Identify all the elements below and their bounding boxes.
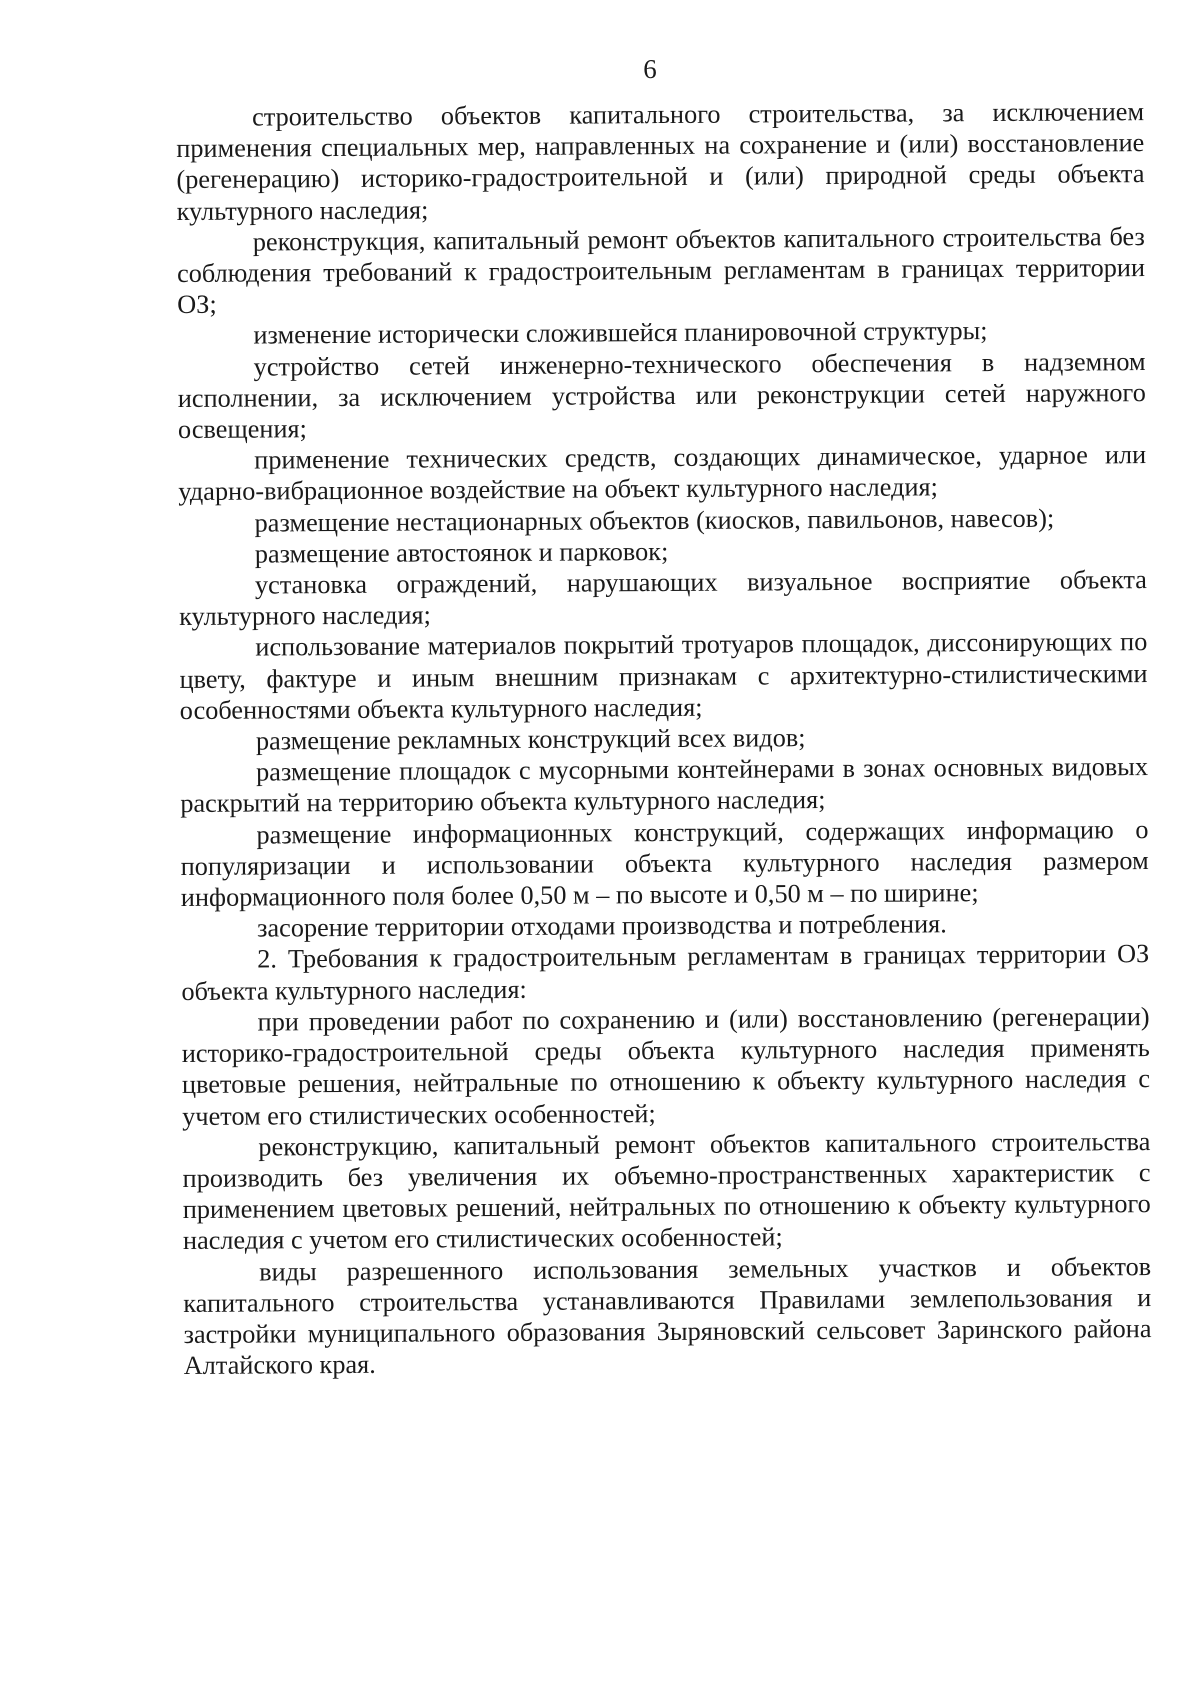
paragraph: размещение информационных конструкций, содержащих информацию о популяризации и использовании объекта культурного наследия размером информационного поля более 0,50 м – по высоте и 0,50 м – по ширине; <box>180 814 1149 913</box>
paragraph: строительство объектов капитального строительства, за исключением применения специальных мер, направленных на сохранение и (или) восстановление (регенерацию) историко-градостроительной и (или) природной среды объекта культурного наследия; <box>176 97 1145 226</box>
paragraph: при проведении работ по сохранению и (или) восстановлению (регенерации) историко-градостроительной среды объекта культурного наследия применять цветовые решения, нейтральные по отношению к объекту культурного наследия с учетом его стилистических особенностей; <box>181 1001 1151 1131</box>
paragraph: размещение автостоянок и парковок; <box>254 536 669 569</box>
document-body <box>176 96 1152 1381</box>
page-number: 6 <box>643 54 657 84</box>
paragraph: засорение территории отходами производства и потребления. <box>256 909 947 943</box>
paragraph: размещение нестационарных объектов (киосков, павильонов, навесов); <box>254 503 1055 538</box>
section-heading-paragraph: 2. Требования к градостроительным регламентам в границах территории ОЗ объекта культурного наследия: <box>181 939 1150 1006</box>
paragraph: виды разрешенного использования земельных участков и объектов капитального строительства устанавливаются Правилами землепользования и застройки муниципального образования Зыряновский сельсовет Заринского района Алтайского края. <box>183 1251 1152 1381</box>
paragraph: установка ограждений, нарушающих визуальное восприятие объекта культурного наследия; <box>179 565 1148 632</box>
paragraph: размещение рекламных конструкций всех видов; <box>255 723 806 756</box>
paragraph: устройство сетей инженерно-технического обеспечения в надземном исполнении, за исключением устройства или реконструкции сетей наружного освещения; <box>177 346 1146 445</box>
paragraph: размещение площадок с мусорными контейнерами в зонах основных видовых раскрытий на территорию объекта культурного наследия; <box>180 752 1149 819</box>
paragraph: реконструкцию, капитальный ремонт объектов капитального строительства производить без увеличения их объемно-пространственных характеристик с применением цветовых решений, нейтральных по отношению к объекту культурного наследия с учетом его стилистических особенностей; <box>182 1126 1151 1256</box>
paragraph: изменение исторически сложившейся планировочной структуры; <box>253 316 988 350</box>
paragraph: применение технических средств, создающих динамическое, ударное или ударно-вибрационное воздействие на объект культурного наследия; <box>178 440 1147 507</box>
paragraph: реконструкция, капитальный ремонт объектов капитального строительства без соблюдения требований к градостроительным регламентам в границах территории ОЗ; <box>176 221 1146 320</box>
paragraph: использование материалов покрытий тротуаров площадок, диссонирующих по цвету, фактуре и иным внешним признакам с архитектурно-стилистическими особенностями объекта культурного наследия; <box>179 627 1148 725</box>
